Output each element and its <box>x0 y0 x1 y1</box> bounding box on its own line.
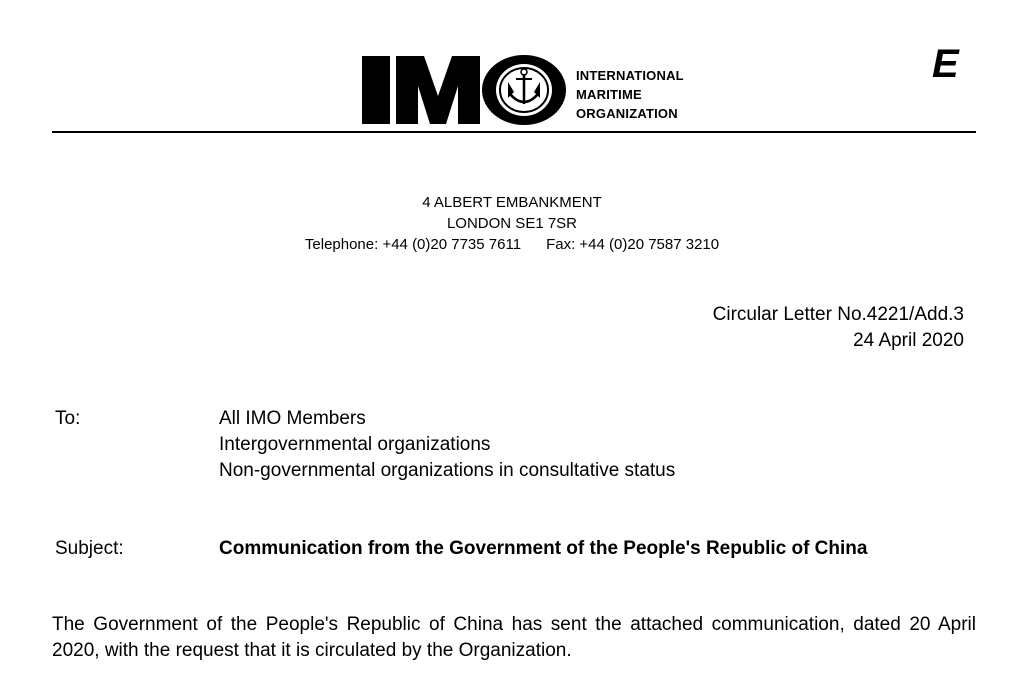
subject-text: Communication from the Government of the People's Republic of China <box>219 538 868 559</box>
recipient-3: Non-governmental organizations in consultative status <box>219 460 676 481</box>
imo-logo-mark <box>358 52 570 128</box>
imo-logo <box>358 52 703 128</box>
org-name-line-2: MARITIME <box>576 87 642 102</box>
organization-name <box>576 66 684 123</box>
fax: Fax: +44 (0)20 7587 3210 <box>546 236 720 253</box>
address-line-2: LONDON SE1 7SR <box>446 215 578 232</box>
contact-line <box>0 235 1024 255</box>
address-line-1: 4 ALBERT EMBANKMENT <box>422 194 602 211</box>
contact-gap <box>521 236 546 253</box>
body-paragraph: The Government of the People's Republic of China has sent the attached communication, dated 20 April 2020, with the request that it is circulated by the Organization. <box>52 614 976 661</box>
letter-date: 24 April 2020 <box>853 330 964 351</box>
org-name-line-3: ORGANIZATION <box>576 106 678 121</box>
circular-letter-number: Circular Letter No.4221/Add.3 <box>712 304 964 325</box>
org-name-line-1: INTERNATIONAL <box>576 68 684 83</box>
recipient-1: All IMO Members <box>219 408 366 429</box>
subject-label: Subject: <box>55 538 124 559</box>
to-label: To: <box>55 408 81 429</box>
recipient-2: Intergovernmental organizations <box>219 434 491 455</box>
header-divider <box>52 131 976 133</box>
language-code: E <box>932 42 959 86</box>
telephone: Telephone: +44 (0)20 7735 7611 <box>304 236 522 253</box>
